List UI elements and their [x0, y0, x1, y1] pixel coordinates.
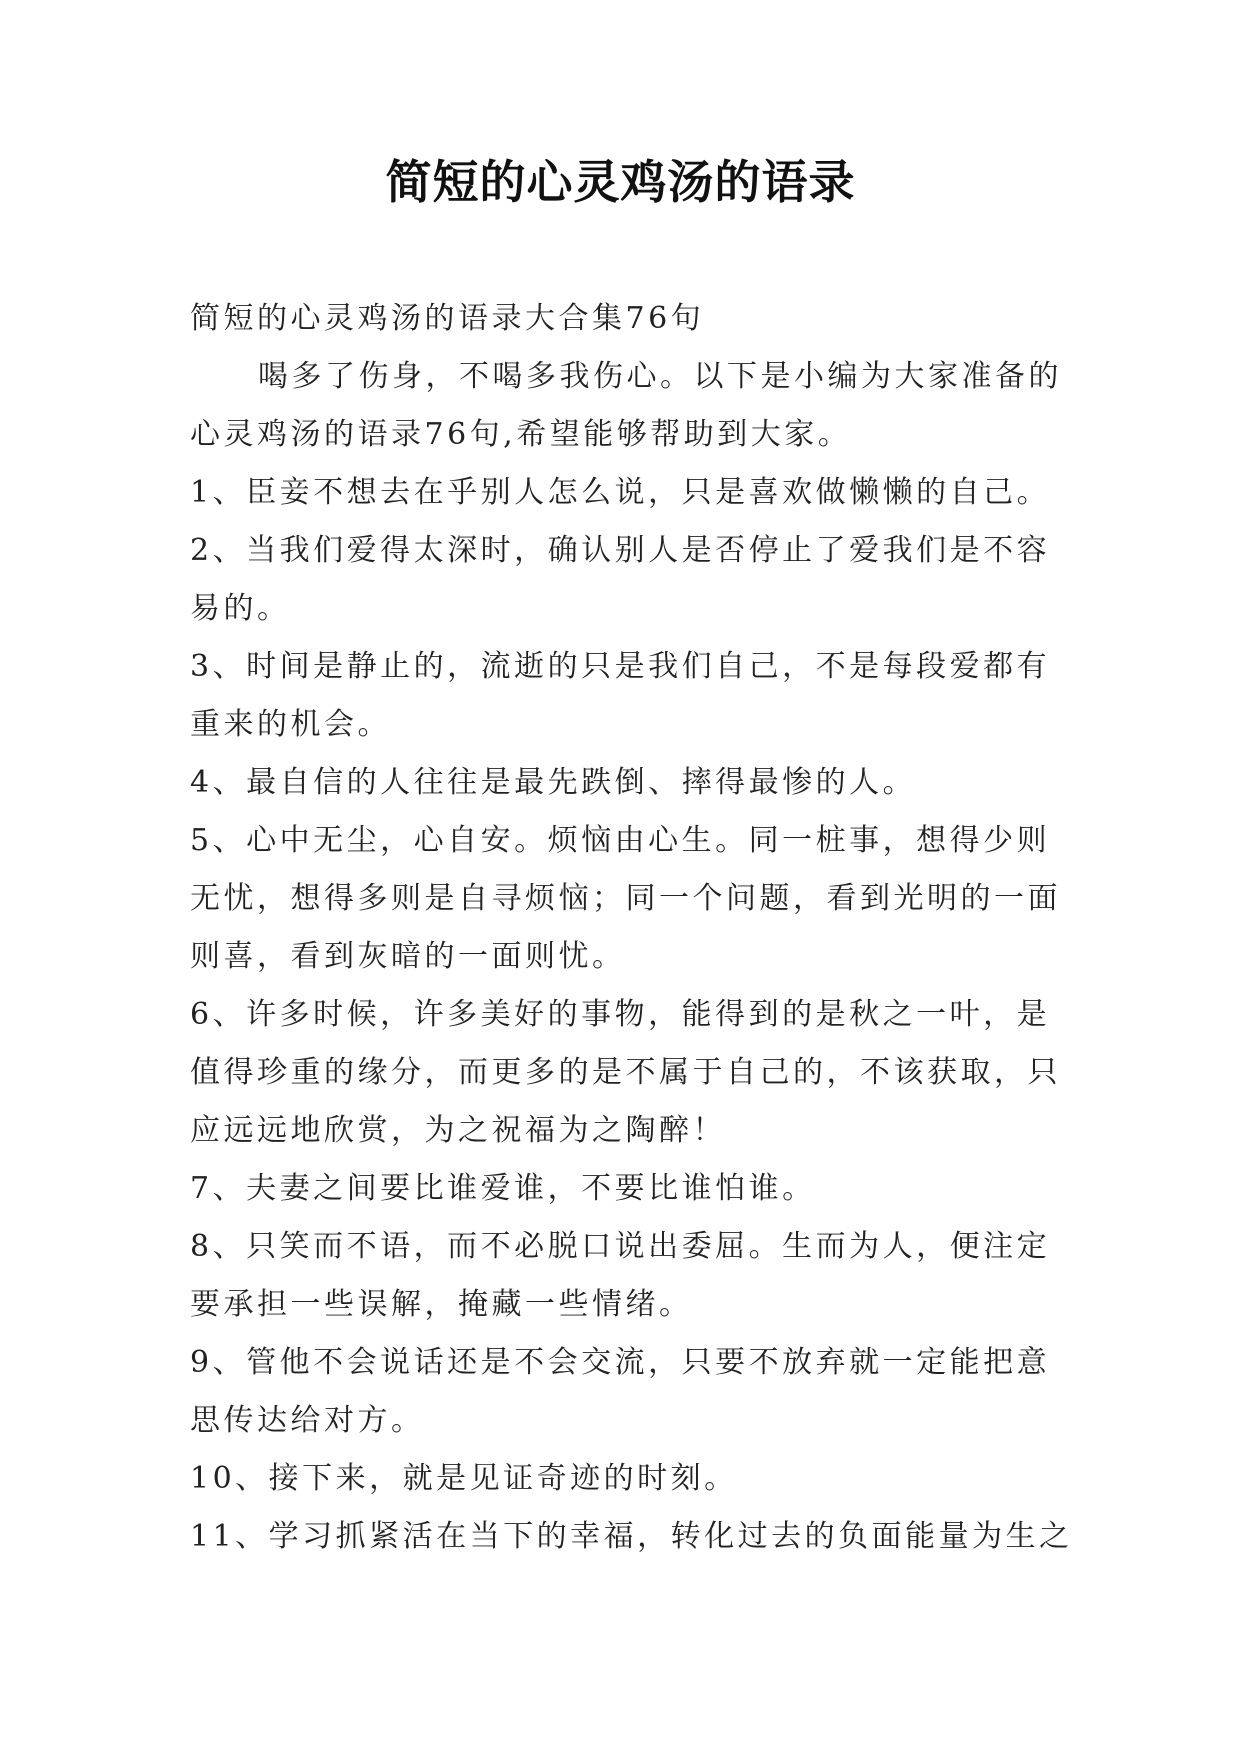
quote-line: 易的。	[190, 591, 291, 626]
document-body	[190, 290, 1073, 1566]
subtitle-line: 简短的心灵鸡汤的语录大合集76句	[190, 301, 705, 336]
quote-line: 8、只笑而不语，而不必脱口说出委屈。生而为人，便注定	[190, 1229, 1051, 1264]
intro-line: 喝多了伤身，不喝多我伤心。以下是小编为大家准备的	[258, 359, 1062, 394]
document-title: 简短的心灵鸡汤的语录	[385, 155, 856, 209]
quote-line: 7、夫妻之间要比谁爱谁，不要比谁怕谁。	[190, 1171, 816, 1206]
quote-line: 无忧，想得多则是自寻烦恼；同一个问题，看到光明的一面	[190, 881, 1061, 916]
quote-line: 6、许多时候，许多美好的事物，能得到的是秋之一叶，是	[190, 997, 1051, 1032]
quote-line: 2、当我们爱得太深时，确认别人是否停止了爱我们是不容	[190, 533, 1051, 568]
quote-line: 要承担一些误解，掩藏一些情绪。	[190, 1287, 693, 1322]
quote-line: 重来的机会。	[190, 707, 391, 742]
quote-line: 思传达给对方。	[190, 1403, 425, 1438]
quote-line: 应远远地欣赏，为之祝福为之陶醉！	[190, 1113, 726, 1148]
quote-line: 值得珍重的缘分，而更多的是不属于自己的，不该获取，只	[190, 1055, 1061, 1090]
quote-line: 9、管他不会说话还是不会交流，只要不放弃就一定能把意	[190, 1345, 1051, 1380]
quote-line: 3、时间是静止的，流逝的只是我们自己，不是每段爱都有	[190, 649, 1051, 684]
quote-line: 11、学习抓紧活在当下的幸福，转化过去的负面能量为生之	[190, 1519, 1073, 1554]
intro-line: 心灵鸡汤的语录76句,希望能够帮助到大家。	[190, 417, 852, 452]
quote-line: 则喜，看到灰暗的一面则忧。	[190, 939, 626, 974]
quote-line: 5、心中无尘，心自安。烦恼由心生。同一桩事，想得少则	[190, 823, 1051, 858]
quote-line: 4、最自信的人往往是最先跌倒、摔得最惨的人。	[190, 765, 917, 800]
quote-line: 1、臣妾不想去在乎别人怎么说，只是喜欢做懒懒的自己。	[190, 475, 1051, 510]
quote-line: 10、接下来，就是见证奇迹的时刻。	[190, 1461, 738, 1496]
